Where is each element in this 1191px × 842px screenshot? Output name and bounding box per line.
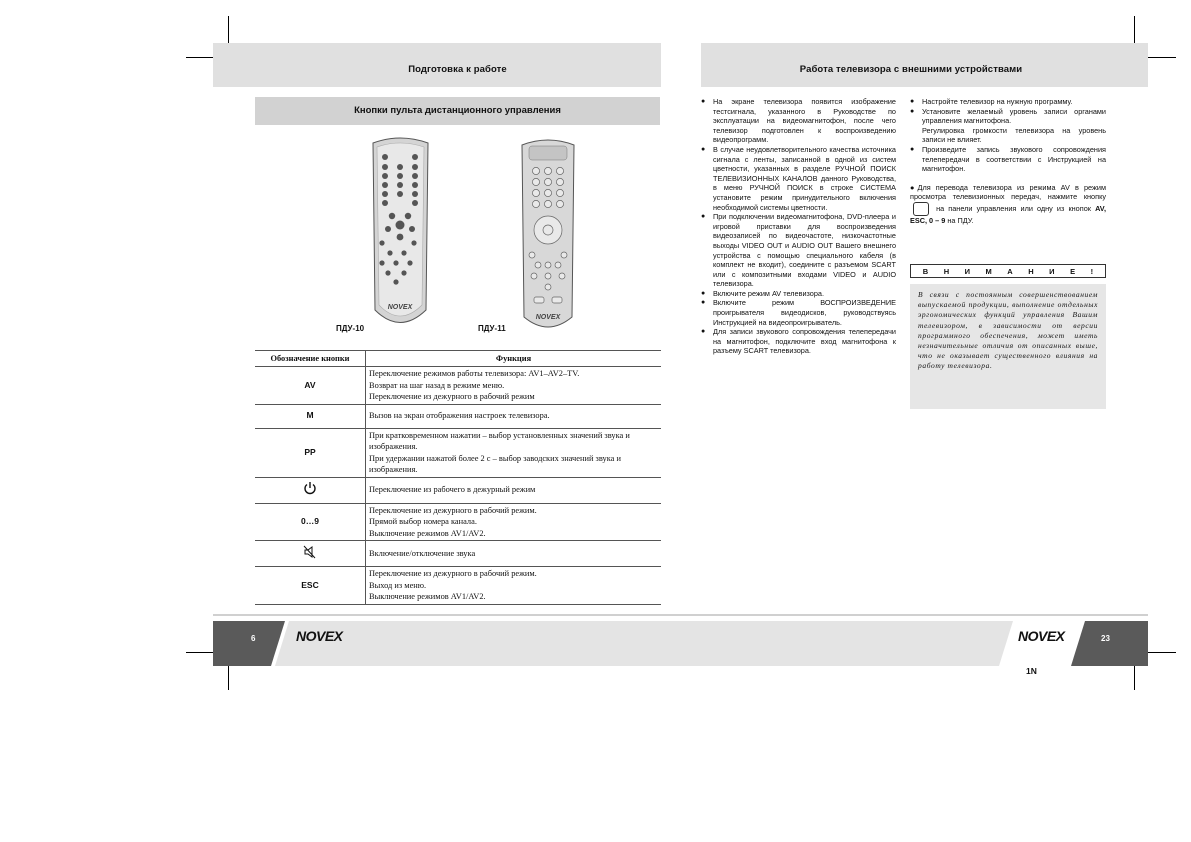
column-header-button: Обозначение кнопки: [255, 351, 366, 367]
warning-letter: И: [1049, 266, 1055, 276]
button-name-cell: ESC: [255, 567, 366, 605]
table-header-row: [255, 351, 661, 367]
remote-pdu11-brand: NOVEX: [535, 314, 561, 321]
warning-letter: Е: [1070, 266, 1076, 276]
table-row: [255, 404, 661, 428]
list-item: ● Настройте телевизор на нужную программу.: [910, 97, 1106, 107]
table-row: [255, 567, 661, 605]
av-text-part1: ●Для перевода телевизора из режима AV в режим просмотра телевизионных передач, нажмите кнопку: [910, 182, 1106, 202]
list-item: ● В случае неудовлетворительного качества источника сигнала с ленты, записанной в одной из систем цветности, указанных в разделе РУЧНОЙ ПОИСК ТЕЛЕВИЗИОННЫХ КАНАЛОВ данного Руководства, в меню РУЧНОЙ ПОИСК в строке СИСТЕМА установите режим принудительного включения необходимой системы цветности.: [701, 145, 896, 212]
av-text-part3: на ПДУ.: [947, 215, 974, 225]
button-icon-cell: [255, 541, 366, 567]
button-name-cell: PP: [255, 428, 366, 477]
section-title: Кнопки пульта дистанционного управления: [255, 97, 660, 125]
function-cell: Переключение из дежурного в рабочий режим. Прямой выбор номера канала. Выключение режимов AV1/AV2.: [366, 503, 662, 541]
button-icon-cell: [255, 477, 366, 503]
button-name-cell: AV: [255, 367, 366, 405]
av-keys: AV, ESC, 0 – 9: [910, 203, 1107, 225]
warning-text: В связи с постоянным совершенствованием выпускаемой продукции, выполнение отдельных эргономических функций управления Вашим телевизором, в зависимости от версии программного обеспечения, может иметь незначительные отличия от описанных выше, что не оказывает существенного влияния на работу телевизора.: [910, 284, 1106, 409]
warning-header: [910, 264, 1106, 278]
left-page-title: Подготовка к работе: [408, 64, 507, 75]
list-item: ● Включите режим AV телевизора.: [701, 289, 896, 299]
footer-divider: [213, 614, 1148, 616]
function-cell: Переключение из дежурного в рабочий режим. Выход из меню. Выключение режимов AV1/AV2.: [366, 567, 662, 605]
footer-band: [213, 621, 1148, 667]
right-column-1: [701, 97, 896, 356]
list-item: ● На экране телевизора появится изображение тестсигнала, указанного в Руководстве по эксплуатации на видеомагнитофон, после чего телевизор подготовлен к воспроизведению видеопрограмм.: [701, 97, 896, 145]
power-icon: [303, 481, 317, 495]
warning-letter: Н: [943, 266, 950, 276]
list-item: ● Произведите запись звукового сопровождения телепередачи в соответствии с Инструкцией на магнитофон.: [910, 145, 1106, 174]
function-cell: При кратковременном нажатии – выбор установленных значений звука и изображения. При удержании нажатой более 2 с – выбор заводских значений звука и изображения.: [366, 428, 662, 477]
table-row: [255, 428, 661, 477]
button-name-cell: M: [255, 404, 366, 428]
warning-letter: А: [1007, 266, 1013, 276]
model-code: 1N: [1026, 666, 1037, 676]
warning-letter: Н: [1028, 266, 1034, 276]
remote-pdu10-brand: NOVEX: [387, 304, 413, 311]
table-row: [255, 541, 661, 567]
button-name-cell: 0…9: [255, 503, 366, 541]
av-instructions: [910, 183, 1106, 226]
remote-pdu10-image: [368, 135, 433, 330]
list-item: ● Установите желаемый уровень записи органами управления магнитофона.: [910, 107, 1106, 126]
warning-letter: И: [964, 266, 971, 276]
novex-logo-right: NOVEX: [1018, 628, 1065, 644]
list-item: ● При подключении видеомагнитофона, DVD-плеера и игровой приставки для воспроизведения видеозаписей по видеочастоте, низкочастотные выходы VIDEO OUT и AUDIO OUT Вашего внешнего устройства с помощью специального кабеля (в комплект не входит), соедините с разъемом SCART или с композитными входами VIDEO и AUDIO телевизора.: [701, 212, 896, 289]
function-cell: Переключение режимов работы телевизора: AV1–AV2–TV. Возврат на шаг назад в режиме меню. Переключение из дежурного в рабочий режим: [366, 367, 662, 405]
buttons-function-table: [255, 350, 661, 605]
right-column-2: [910, 97, 1106, 226]
av-text-part2: на панели управления или одну из кнопок: [936, 203, 1091, 213]
remote-pdu11-label: ПДУ-11: [478, 324, 506, 333]
table-row: [255, 503, 661, 541]
remote-pdu11-image: [518, 137, 578, 333]
list-item: ● Для записи звукового сопровождения телепередачи на магнитофон, подключите вход магнитофона к разъему SCART телевизора.: [701, 327, 896, 356]
right-page-title: Работа телевизора с внешними устройствами: [799, 64, 1023, 75]
page-number-right: 23: [1101, 634, 1110, 643]
table-row: [255, 367, 661, 405]
list-item: ● Включите режим ВОСПРОИЗВЕДЕНИЕ проигрывателя видеодисков, руководствуясь Инструкцией на видеопроигрыватель.: [701, 298, 896, 327]
remote-pdu10-label: ПДУ-10: [336, 324, 365, 333]
column-header-function: Функция: [366, 351, 662, 367]
function-cell: Вызов на экран отображения настроек телевизора.: [366, 404, 662, 428]
warning-letter: !: [1090, 266, 1094, 276]
note-text: Регулировка громкости телевизора на уровень записи не влияет.: [922, 125, 1106, 145]
table-row: [255, 477, 661, 503]
mute-icon: [303, 545, 317, 559]
function-cell: Включение/отключение звука: [366, 541, 662, 567]
warning-letter: М: [985, 266, 992, 276]
function-cell: Переключение из рабочего в дежурный режим: [366, 477, 662, 503]
page-number-left: 6: [251, 634, 256, 643]
tv-panel-button-icon: [913, 202, 929, 216]
warning-letter: В: [922, 266, 929, 276]
novex-logo-left: NOVEX: [296, 628, 343, 644]
